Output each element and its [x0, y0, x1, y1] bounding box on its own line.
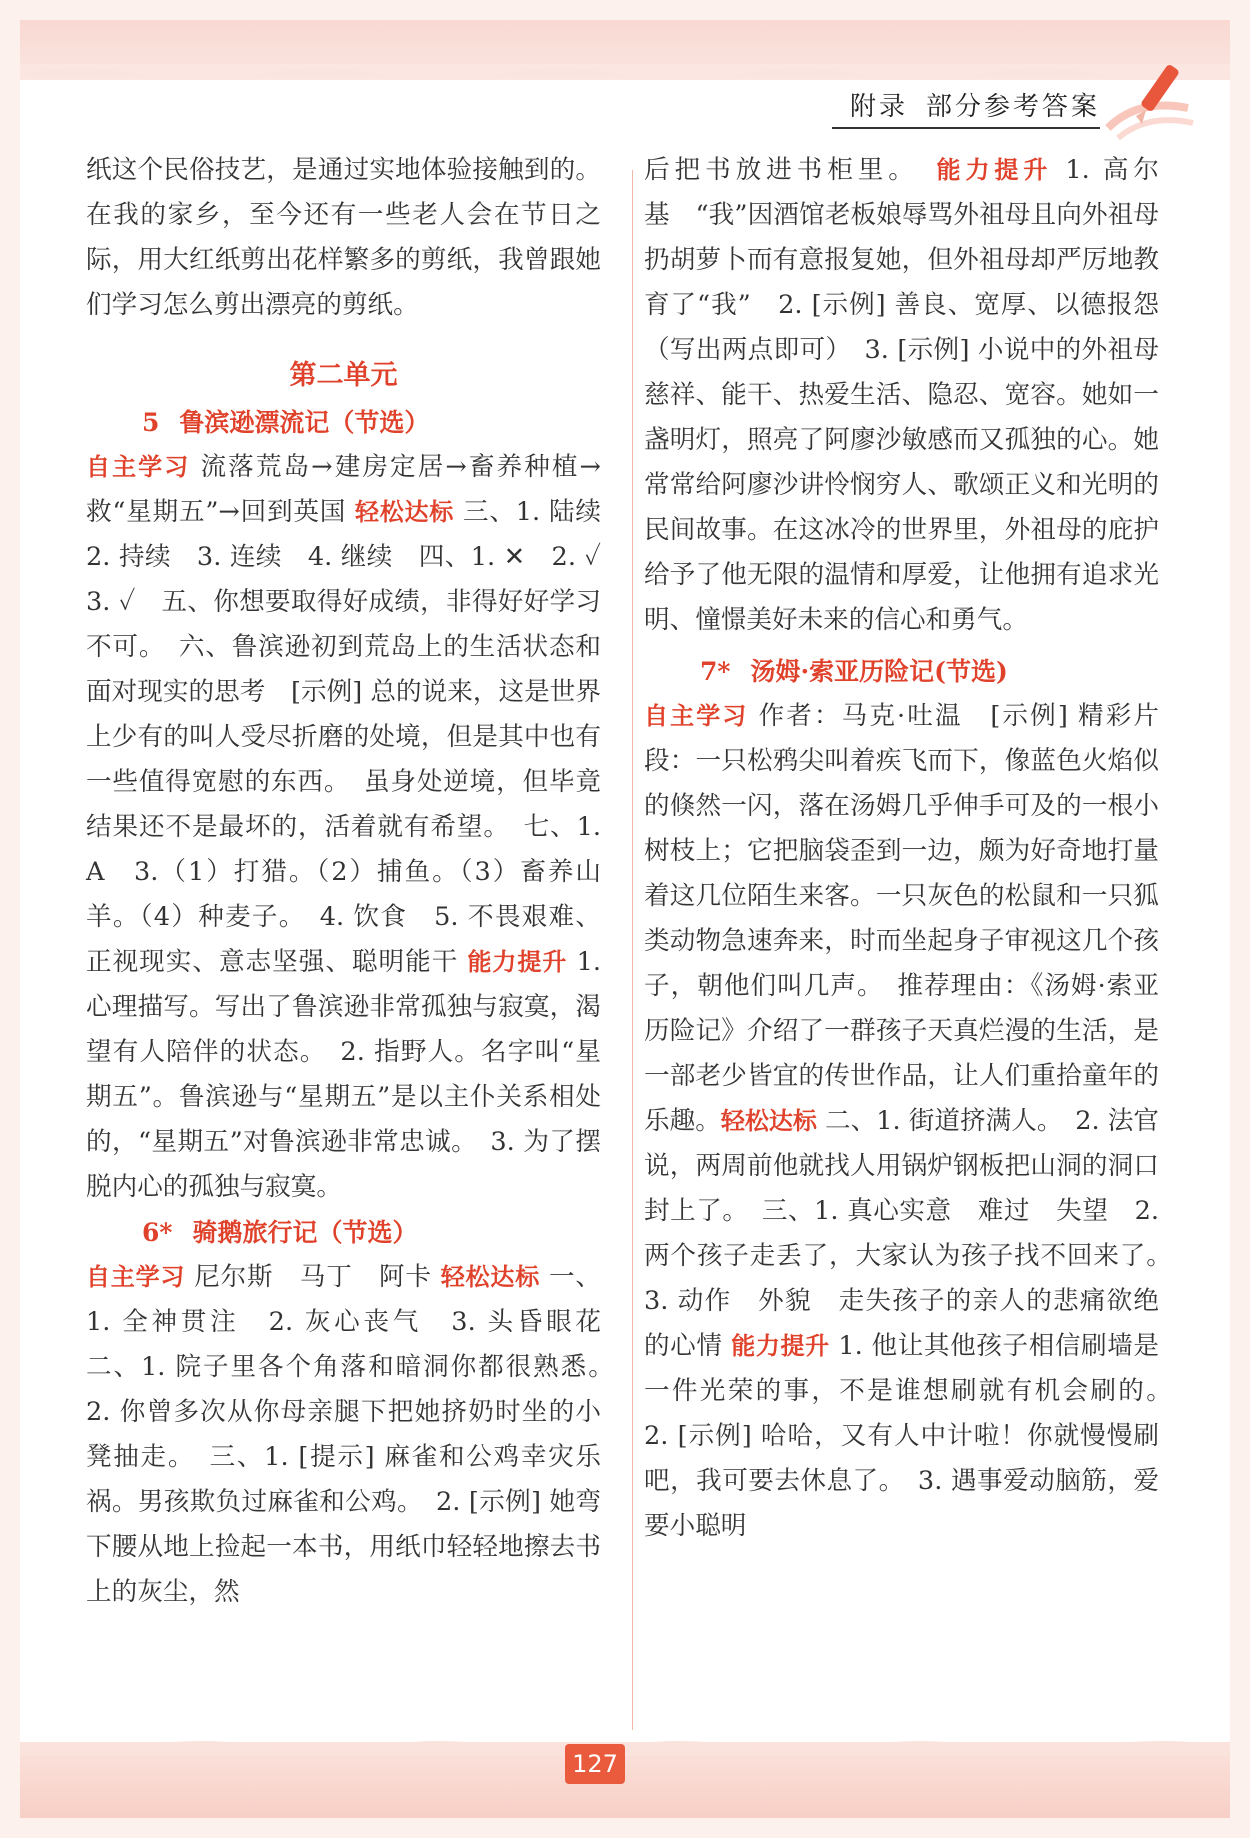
lesson-5-basic: 三、1. 陆续 2. 持续 3. 连续 4. 继续 四、1. ✕ 2. ✓ 3. ✓ 五、你想要取得好成绩，非得好好学习不可。 六、鲁滨逊初到荒岛上的生活状态和面对现实的思考 [示例] 总的说来，这是世界上少有的叫人受尽折磨的处境，但是其中也有一些值得宽慰的东西。 虽身处逆境，但毕竟结果还不是最坏的，活着就有希望。 七、1. A 3.（1）打猎。（2）捕鱼。（3）畜养山羊。（4）种麦子。 4. 饮食 5. 不畏艰难、正视现实、意志坚强、聪明能干 [86, 497, 627, 977]
lesson-5-kw-self-study: 自主学习 [86, 453, 191, 481]
top-decor-band [20, 20, 1230, 80]
right-column [644, 148, 1185, 1549]
lesson-6-kw-advanced: 能力提升 [936, 156, 1053, 184]
header-answers: 部分参考答案 [925, 92, 1100, 122]
lesson-6-answers [86, 1255, 627, 1615]
lesson-6-kw-self-study: 自主学习 [86, 1263, 186, 1291]
lesson-7-name: 汤姆·索亚历险记(节选) [750, 657, 1008, 686]
lesson-6-number: 6* [142, 1218, 173, 1247]
lesson-7-self-study: 作者：马克·吐温 [示例] 精彩片段：一只松鸦尖叫着疾飞而下，像蓝色火焰似的倏然一闪，落在汤姆几乎伸手可及的一根小树枝上；它把脑袋歪到一边，颇为好奇地打量着这几位陌生来客。一只灰色的松鼠和一只狐类动物急速奔来，时而坐起身子审视这几个孩子，朝他们叫几声。 推荐理由：《汤姆·索亚历险记》介绍了一群孩子天真烂漫的生活，是一部老少皆宜的传世作品，让人们重拾童年的乐趣。 [644, 701, 1159, 1136]
lesson-6-name: 骑鹅旅行记（节选） [192, 1218, 418, 1247]
lesson-6-title [86, 1210, 601, 1255]
lesson-6-continued [644, 148, 1159, 643]
lesson-5-kw-advanced: 能力提升 [467, 948, 568, 976]
lesson-7-kw-advanced: 能力提升 [731, 1332, 830, 1360]
bottom-decor-band [20, 1742, 1230, 1818]
lesson-6-self-study: 尼尔斯 马丁 阿卡 [185, 1262, 441, 1292]
page [20, 20, 1230, 1818]
lesson-7-advanced: 1. 他让其他孩子相信刷墙是一件光荣的事，不是谁想刷就有机会刷的。 2. [示例] 哈哈，又有人中计啦！你就慢慢刷吧，我可要去休息了。 3. 遇事爱动脑筋，爱要小聪明 [644, 1331, 1185, 1541]
column-divider [632, 170, 633, 1730]
lesson-7-number: 7* [700, 657, 731, 686]
left-column [86, 148, 627, 1615]
lesson-5-answers [86, 445, 627, 1210]
unit-title: 第二单元 [289, 360, 398, 391]
lesson-7-kw-self-study: 自主学习 [644, 702, 749, 730]
lesson-6-kw-basic: 轻松达标 [440, 1263, 541, 1291]
lesson-6-advanced: 1. 高尔基 “我”因酒馆老板娘辱骂外祖母且向外祖母扔胡萝卜而有意报复她，但外祖母却严厉地教育了“我” 2. [示例] 善良、宽厚、以德报怨（写出两点即可） 3. [示例] 小说中的外祖母慈祥、能干、热爱生活、隐忍、宽容。她如一盏明灯，照亮了阿廖沙敏感而又孤独的心。她常常给阿廖沙讲怜悯穷人、歌颂正义和光明的民间故事。在这冰冷的世界里，外祖母的庇护给予了他无限的温情和厚爱，让他拥有追求光明、憧憬美好未来的信心和勇气。 [644, 155, 1160, 635]
bottom-wave-icon [20, 1726, 1230, 1756]
page-number: 127 [565, 1744, 625, 1784]
lesson-7-title [644, 649, 1159, 694]
lesson-6-cont-text: 后把书放进书柜里。 [644, 155, 906, 185]
lesson-7-answers [644, 694, 1185, 1549]
intro-paragraph: 纸这个民俗技艺，是通过实地体验接触到的。在我的家乡，至今还有一些老人会在节日之际，用大红纸剪出花样繁多的剪纸，我曾跟她们学习怎么剪出漂亮的剪纸。 [86, 155, 601, 320]
lesson-5-kw-basic: 轻松达标 [354, 498, 455, 526]
lesson-6-basic: 一、1. 全神贯注 2. 灰心丧气 3. 头昏眼花 二、1. 院子里各个角落和暗洞你都很熟悉。 2. 你曾多次从你母亲腿下把她挤奶时坐的小凳抽走。 三、1. [提示] 麻雀和公鸡幸灾乐祸。男孩欺负过麻雀和公鸡。 2. [示例] 她弯下腰从地上捡起一本书，用纸巾轻轻地擦去书上的灰尘，然 [86, 1262, 627, 1607]
lesson-5-advanced: 1. 心理描写。写出了鲁滨逊非常孤独与寂寞，渴望有人陪伴的状态。 2. 指野人。名字叫“星期五”。鲁滨逊与“星期五”是以主仆关系相处的，“星期五”对鲁滨逊非常忠诚。 3. 为了摆脱内心的孤独与寂寞。 [86, 947, 601, 1202]
lesson-5-title [86, 400, 601, 445]
lesson-5-name: 鲁滨逊漂流记（节选） [179, 408, 430, 437]
lesson-7-kw-basic: 轻松达标 [720, 1107, 817, 1135]
lesson-5-number: 5 [142, 408, 160, 437]
page-header [832, 86, 1100, 129]
lesson-7-basic: 二、1. 街道挤满人。 2. 法官说，两周前他就找人用锅炉钢板把山洞的洞口封上了。 三、1. 真心实意 难过 失望 2. 两个孩子走丢了，大家认为孩子找不回来了。 3. 动作 外貌 走失孩子的亲人的悲痛欲绝的心情 [644, 1106, 1185, 1361]
pen-icon [1098, 58, 1208, 148]
lesson-5-self-study: 流落荒岛→建房定居→畜养种植→救“星期五”→回到英国 [86, 452, 601, 527]
header-appendix: 附录 [849, 92, 908, 122]
